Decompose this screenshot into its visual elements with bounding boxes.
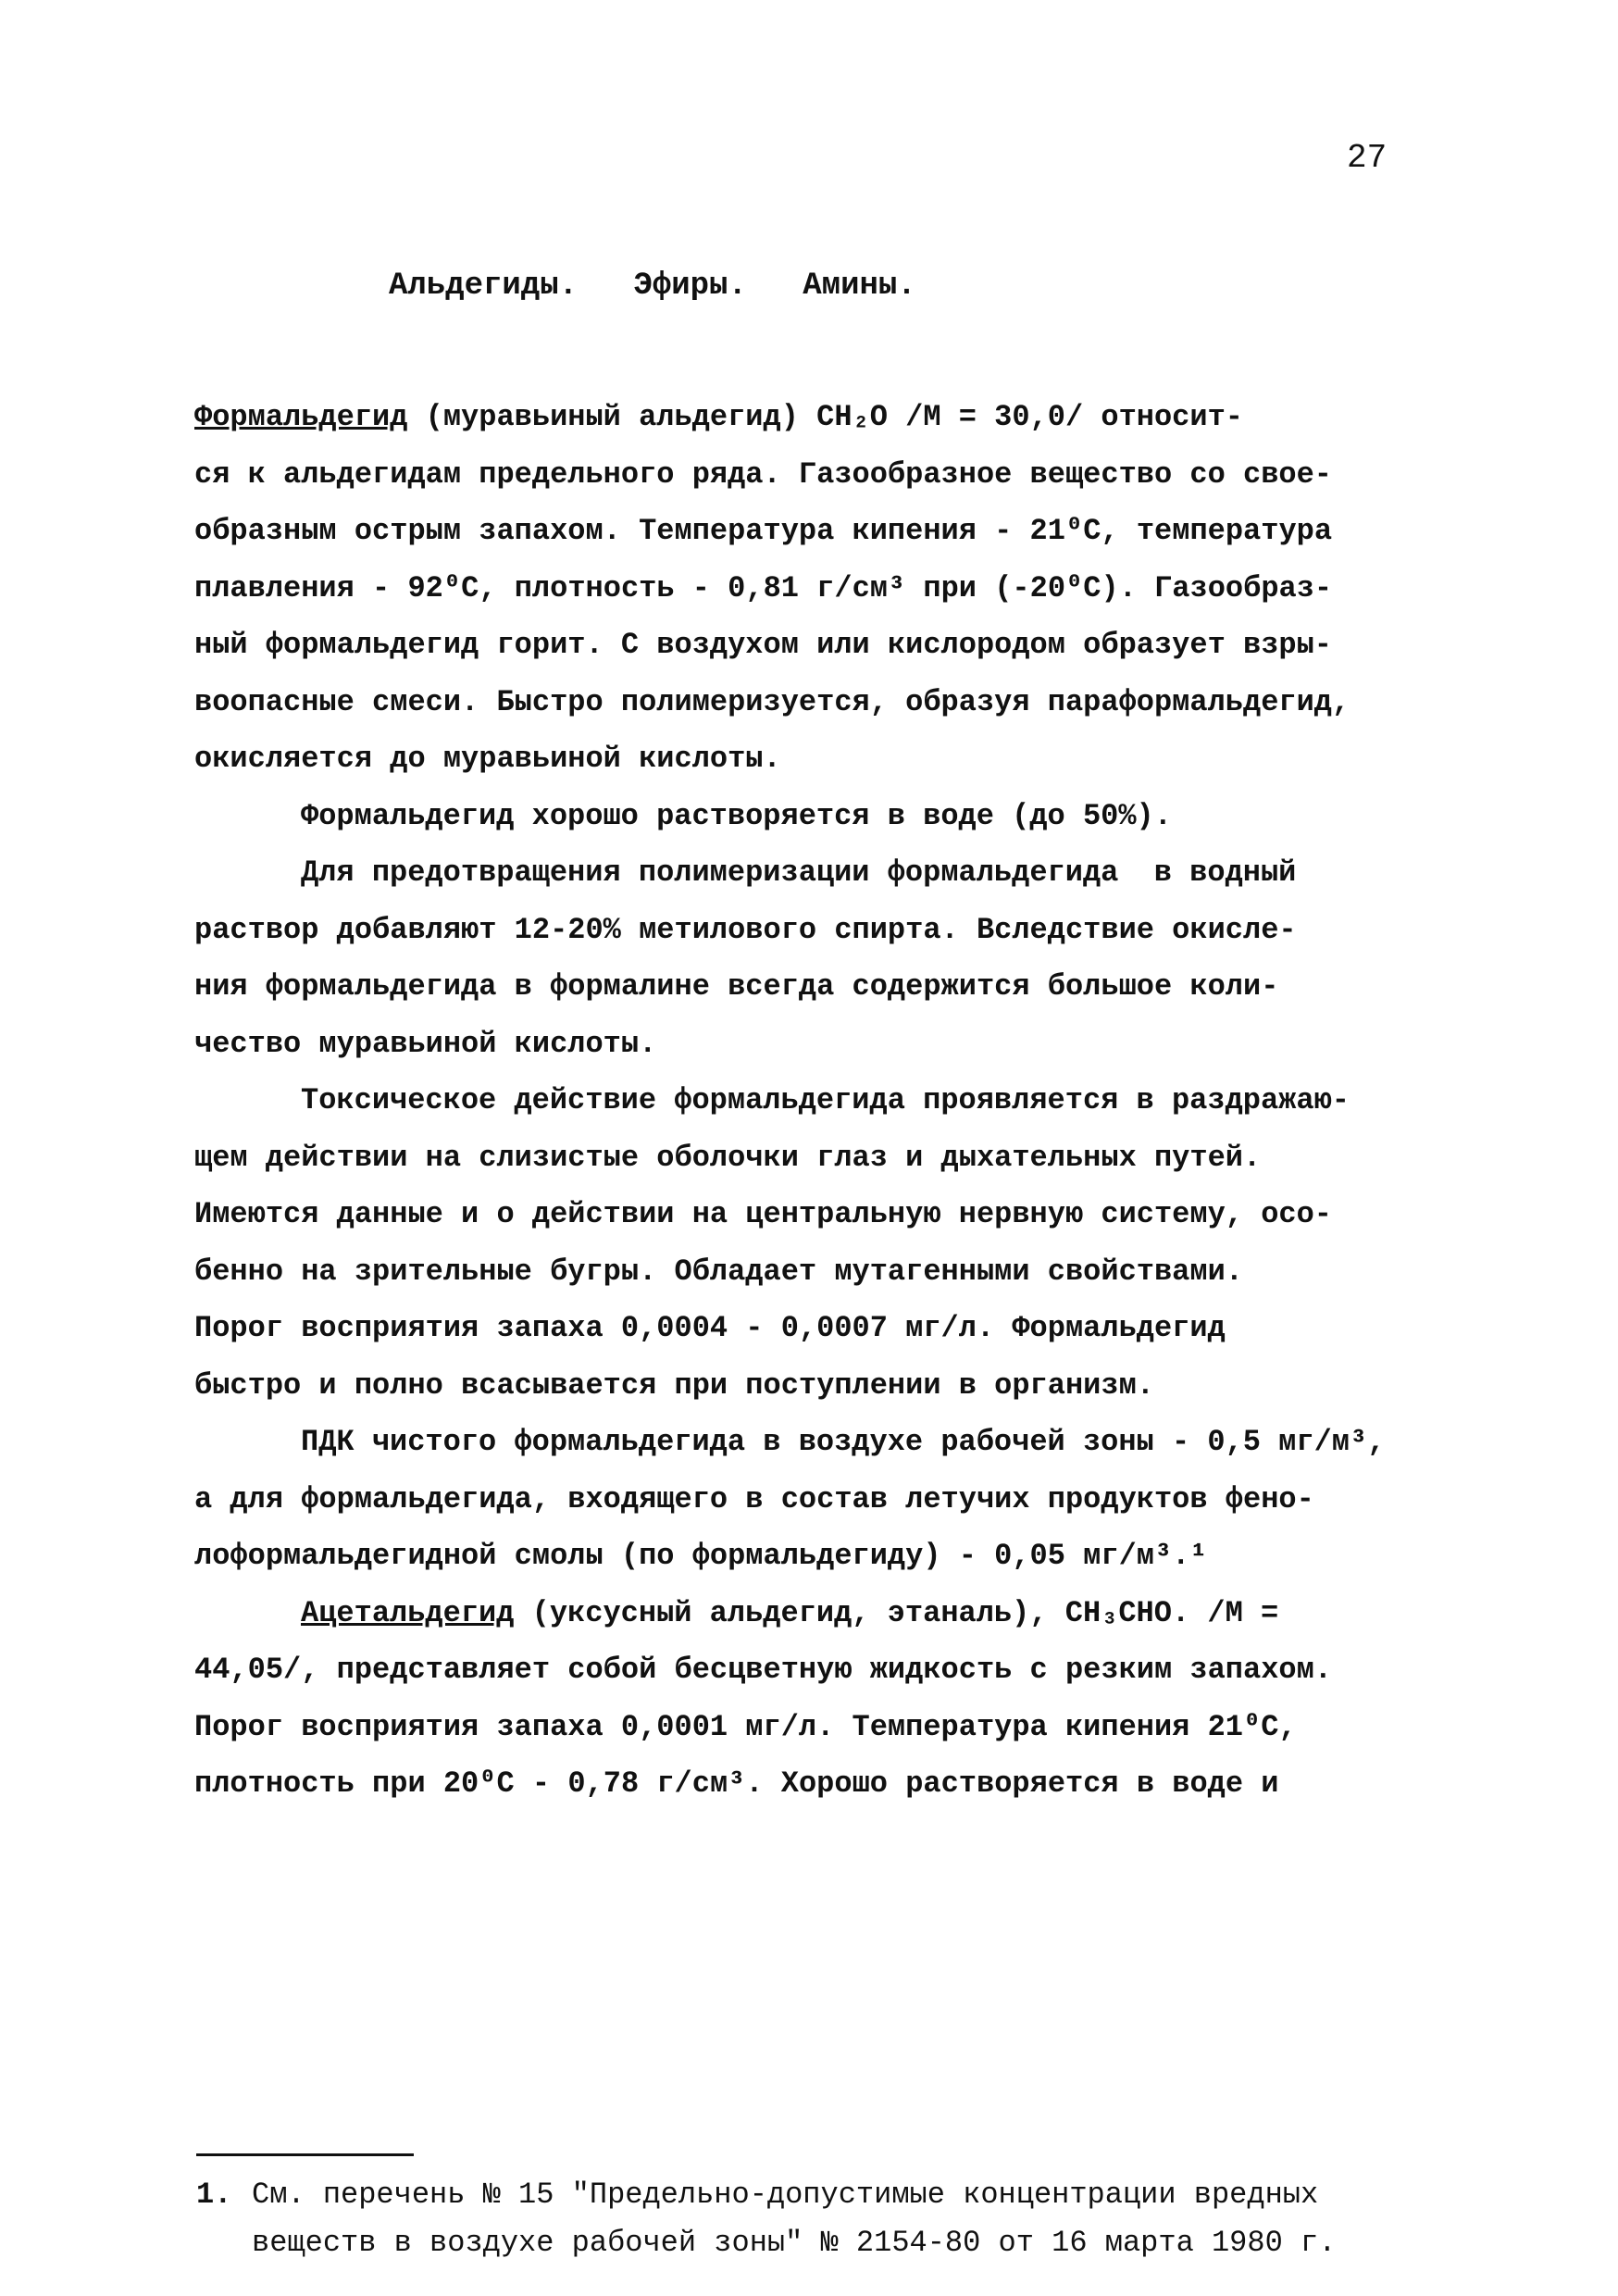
- line-text: щем действии на слизистые оболочки глаз и дыхательных путей.: [194, 1140, 1262, 1175]
- footnote-line-1: [196, 2171, 1437, 2219]
- text-line: [194, 1186, 1435, 1243]
- line-text: окисляется до муравьиной кислоты.: [194, 742, 781, 776]
- line-text: (уксусный альдегид, этаналь), CH₃CHO. /M =: [514, 1595, 1279, 1630]
- text-line: [194, 560, 1435, 618]
- line-text: ПДК чистого формальдегида в воздухе рабочей зоны - 0,5 мг/м³,: [301, 1425, 1386, 1459]
- footnote: [196, 2171, 1437, 2267]
- text-line: [194, 788, 1435, 845]
- line-text: Порог восприятия запаха 0,0001 мг/л. Температура кипения 21⁰C,: [194, 1709, 1297, 1744]
- text-line: [194, 1699, 1435, 1756]
- line-text: 44,05/, представляет собой бесцветную жидкость с резким запахом.: [194, 1653, 1332, 1687]
- text-line: [194, 902, 1435, 959]
- footnote-text-1: См. перечень № 15 "Предельно-допустимые концентрации вредных: [252, 2177, 1319, 2212]
- text-line: [194, 1585, 1435, 1642]
- body-text: [194, 389, 1435, 1813]
- line-text: чество муравьиной кислоты.: [194, 1026, 657, 1061]
- line-text: раствор добавляют 12-20% метилового спирта. Вследствие окисле-: [194, 912, 1297, 947]
- text-line: [194, 617, 1435, 674]
- line-text: (муравьиный альдегид) CH₂O /M = 30,0/ относит-: [407, 400, 1243, 434]
- text-line: [194, 1072, 1435, 1129]
- text-line: [194, 958, 1435, 1016]
- line-text: быстро и полно всасывается при поступлении в организм.: [194, 1367, 1154, 1403]
- text-line: [194, 674, 1435, 731]
- line-text: бенно на зрительные бугры. Обладает мутагенными свойствами.: [194, 1254, 1243, 1289]
- text-line: [194, 1641, 1435, 1699]
- footnote-line-2: веществ в воздухе рабочей зоны" № 2154-80 от 16 марта 1980 г.: [252, 2226, 1337, 2260]
- text-line: [194, 1300, 1435, 1357]
- text-line: [194, 1016, 1435, 1073]
- text-line: [194, 1129, 1435, 1187]
- line-text: плавления - 92⁰C, плотность - 0,81 г/см³ при (-20⁰C). Газообраз-: [194, 570, 1333, 605]
- section-heading: Альдегиды. Эфиры. Амины.: [389, 268, 916, 304]
- underlined-term: Ацетальдегид: [301, 1595, 515, 1630]
- text-line: [194, 1243, 1435, 1301]
- line-text: Формальдегид хорошо растворяется в воде (до 50%).: [301, 798, 1172, 833]
- line-text: а для формальдегида, входящего в состав летучих продуктов фено-: [194, 1481, 1314, 1516]
- text-line: [194, 1528, 1435, 1585]
- text-line: [194, 730, 1435, 788]
- footnote-rule: [196, 2153, 414, 2156]
- line-text: ся к альдегидам предельного ряда. Газообразное вещество со свое-: [194, 456, 1332, 492]
- line-text: воопасные смеси. Быстро полимеризуется, образуя параформальдегид,: [194, 684, 1350, 719]
- text-line: [194, 503, 1435, 560]
- text-line: [194, 389, 1435, 446]
- line-text: ный формальдегид горит. С воздухом или кислородом образует взры-: [194, 628, 1332, 662]
- line-text: образным острым запахом. Температура кипения - 21⁰C, температура: [194, 514, 1333, 548]
- text-line: [194, 844, 1435, 902]
- line-text: плотность при 20⁰C - 0,78 г/см³. Хорошо растворяется в воде и: [194, 1766, 1279, 1801]
- line-text: Порог восприятия запаха 0,0004 - 0,0007 мг/л. Формальдегид: [194, 1311, 1226, 1345]
- line-text: ния формальдегида в формалине всегда содержится большое коли-: [194, 969, 1279, 1004]
- text-line: [194, 1414, 1435, 1471]
- text-line: [194, 1471, 1435, 1529]
- footnote-marker: 1.: [196, 2177, 232, 2212]
- page-number: 27: [1347, 139, 1388, 177]
- text-line: [194, 1357, 1435, 1415]
- line-text: Токсическое действие формальдегида проявляется в раздражаю-: [301, 1083, 1350, 1117]
- line-text: Имеются данные и о действии на центральную нервную систему, осо-: [194, 1197, 1332, 1231]
- text-line: [194, 446, 1435, 504]
- line-text: лоформальдегидной смолы (по формальдегиду) - 0,05 мг/м³.¹: [194, 1539, 1208, 1573]
- text-line: [194, 1755, 1435, 1813]
- line-text: Для предотвращения полимеризации формальдегида в водный: [301, 855, 1297, 890]
- underlined-term: Формальдегид: [194, 400, 408, 434]
